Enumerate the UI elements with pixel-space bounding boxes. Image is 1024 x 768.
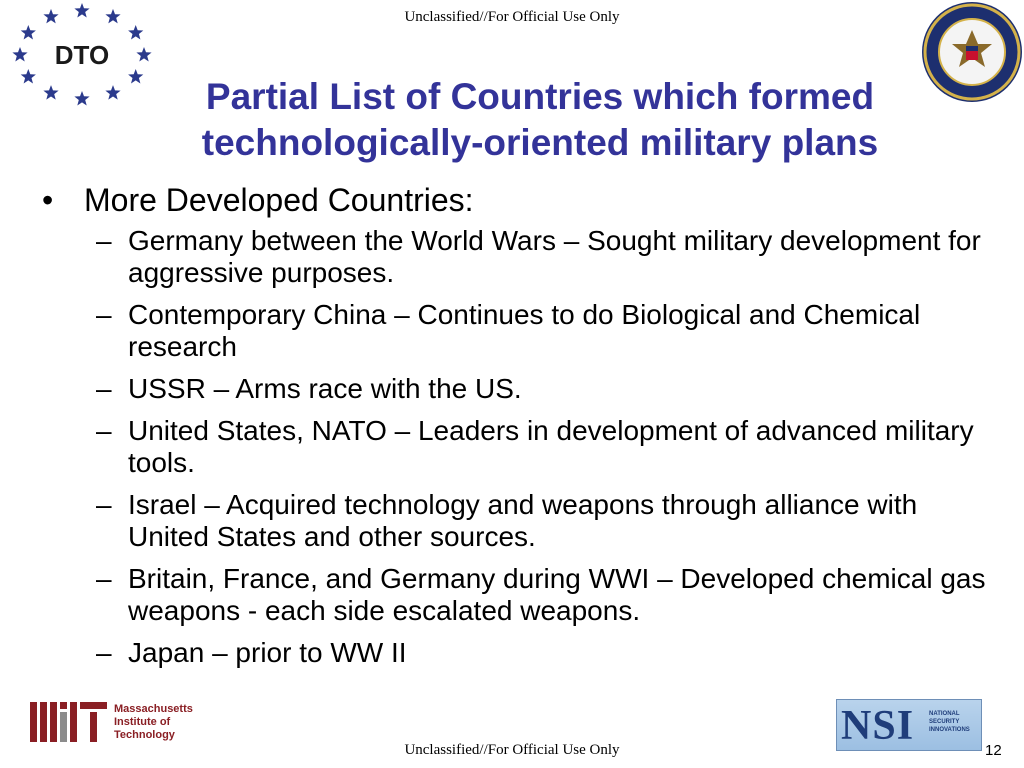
heading-text: More Developed Countries: [84,182,474,218]
dto-logo-text: DTO [54,40,110,70]
dto-star-icon [43,9,58,24]
list-item [96,563,1002,627]
bullet-dot-icon: • [42,182,54,218]
dash-icon: – [96,299,112,330]
mit-line-1: Massachusetts [114,703,193,715]
list-item [96,637,1002,669]
list-item-text: Germany between the World Wars – Sought military development for aggressive purposes. [128,225,981,288]
list-item-text: Contemporary China – Continues to do Biological and Chemical research [128,299,921,362]
list-item-text: Britain, France, and Germany during WWI – Developed chemical gas weapons - each side escalated weapons. [128,563,986,626]
dto-star-icon [128,25,143,40]
dto-star-icon [43,85,58,100]
dto-star-icon [12,47,27,62]
slide-title [100,74,980,166]
nsi-logo-subtext [929,710,979,734]
list-item-text: Japan – prior to WW II [128,637,407,668]
bullet-heading [42,181,1002,219]
list-item [96,489,1002,553]
list-item [96,415,1002,479]
slide-body [42,181,1002,679]
list-item-text: Israel – Acquired technology and weapons through alliance with United States and other sources. [128,489,918,552]
nsi-sub-3: INNOVATIONS [929,727,970,733]
mit-line-2: Institute of [114,716,171,728]
title-line-2: technologically-oriented military plans [201,122,879,163]
dto-star-icon [105,9,120,24]
dto-star-icon [74,3,89,18]
dash-icon: – [96,563,112,594]
mit-wordmark [114,703,193,742]
dto-star-icon [136,47,151,62]
mit-line-3: Technology [114,729,175,741]
page-number: 12 [985,742,1002,759]
list-item [96,373,1002,405]
title-line-1: Partial List of Countries which formed [205,76,875,117]
list-item [96,225,1002,289]
list-item [96,299,1002,363]
classification-footer: Unclassified//For Official Use Only [404,742,620,758]
dash-icon: – [96,373,112,404]
nsi-sub-2: SECURITY [929,719,960,725]
dto-star-icon [74,91,89,106]
dto-star-icon [21,69,36,84]
nsi-sub-1: NATIONAL [929,711,960,717]
list-item-text: United States, NATO – Leaders in development of advanced military tools. [128,415,974,478]
nsi-logo-text: NSI [841,703,915,749]
dto-star-icon [21,25,36,40]
dash-icon: – [96,225,112,256]
dash-icon: – [96,415,112,446]
dash-icon: – [96,637,112,668]
classification-header: Unclassified//For Official Use Only [404,9,620,25]
list-item-text: USSR – Arms race with the US. [128,373,522,404]
dash-icon: – [96,489,112,520]
sub-bullet-list [96,225,1002,669]
